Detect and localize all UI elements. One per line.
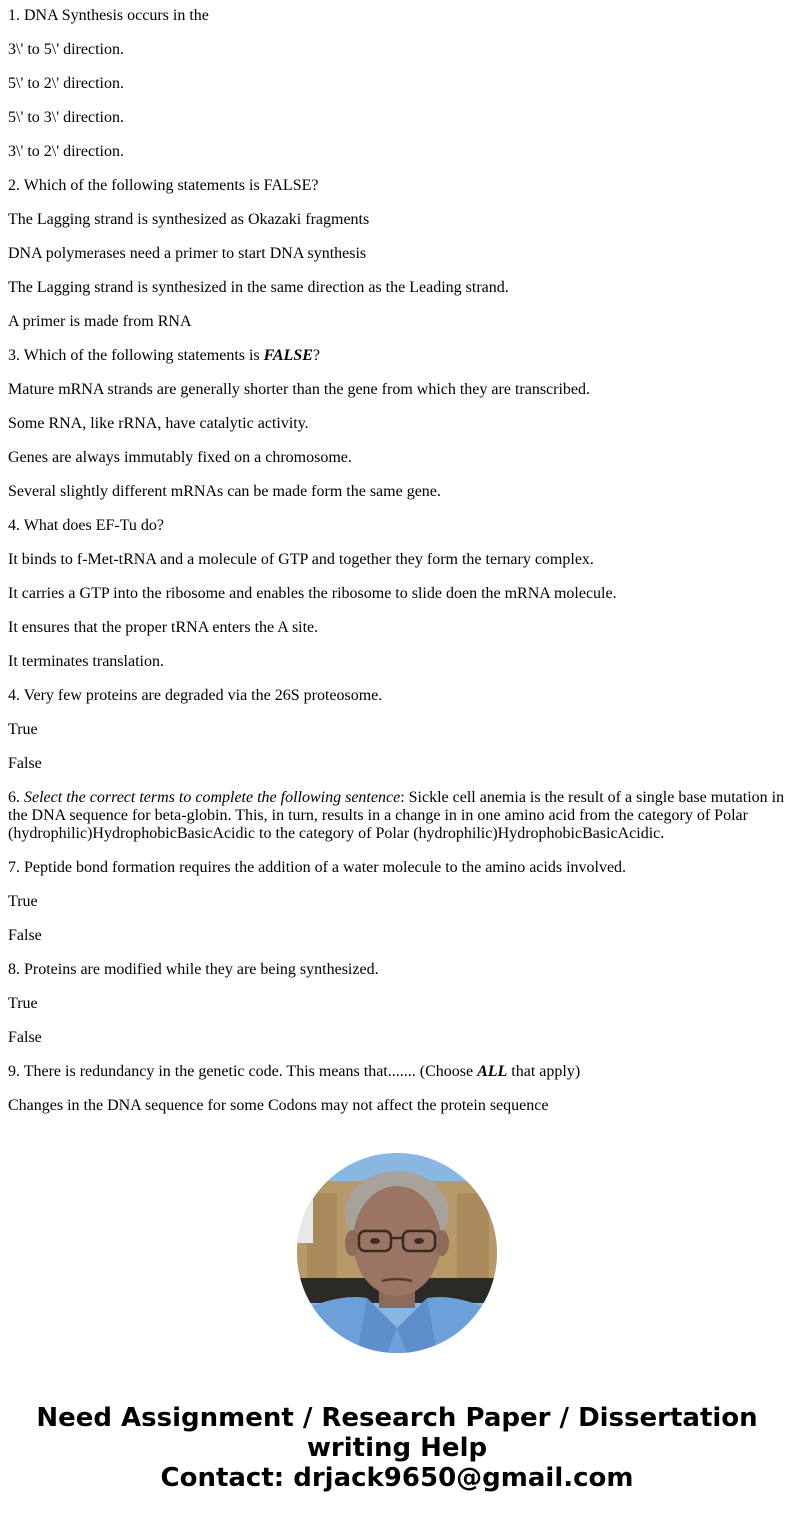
question-6-instruction: Select the correct terms to complete the following sentence: [24, 789, 401, 806]
question-4-option-4: It terminates translation.: [8, 653, 164, 670]
question-8-option-true: True: [8, 995, 38, 1012]
question-4-option-2: It carries a GTP into the ribosome and enables the ribosome to slide doen the mRNA molecule.: [8, 585, 617, 602]
question-2-prompt: 2. Which of the following statements is FALSE?: [8, 177, 319, 194]
question-6-sentence: : Sickle cell anemia is the result of a single base mutation in the DNA sequence for beta-globin. This, in turn, results in a change in in one amino acid from the category of Polar (hydrophilic)HydrophobicBasicAcidic to the category of Polar (hydrophilic)HydrophobicBasicAcidic.: [8, 789, 785, 842]
question-5-prompt: 4. Very few proteins are degraded via the 26S proteosome.: [8, 687, 383, 704]
footer-line-2: writing Help: [306, 1433, 488, 1463]
person-portrait-icon: [297, 1153, 497, 1353]
question-3-prompt-suffix: ?: [312, 347, 320, 364]
question-5-option-false: False: [8, 755, 42, 772]
question-3-option-1: Mature mRNA strands are generally shorter than the gene from which they are transcribed.: [8, 381, 591, 398]
question-3-prompt: [8, 340, 786, 374]
question-9-prompt: [8, 1056, 786, 1090]
contact-footer: [0, 1403, 794, 1493]
question-4-prompt: 4. What does EF-Tu do?: [8, 517, 164, 534]
question-2-option-4: A primer is made from RNA: [8, 313, 192, 330]
question-4-option-1: It binds to f-Met-tRNA and a molecule of GTP and together they form the ternary complex.: [8, 551, 594, 568]
footer-contact-email: Contact: drjack9650@gmail.com: [160, 1463, 634, 1493]
question-8-prompt: 8. Proteins are modified while they are being synthesized.: [8, 961, 379, 978]
question-9-prompt-text: 9. There is redundancy in the genetic code. This means that....... (Choose: [8, 1063, 478, 1080]
question-6-number: 6.: [8, 789, 24, 806]
question-1-option-3: 5\' to 3\' direction.: [8, 109, 124, 126]
question-9-prompt-suffix: that apply): [507, 1063, 581, 1080]
question-3-prompt-text: 3. Which of the following statements is: [8, 347, 264, 364]
question-1-option-1: 3\' to 5\' direction.: [8, 41, 124, 58]
question-5-option-true: True: [8, 721, 38, 738]
question-2-option-2: DNA polymerases need a primer to start DNA synthesis: [8, 245, 367, 262]
question-7-option-false: False: [8, 927, 42, 944]
question-2-option-1: The Lagging strand is synthesized as Okazaki fragments: [8, 211, 370, 228]
question-7-option-true: True: [8, 893, 38, 910]
question-4-option-3: It ensures that the proper tRNA enters the A site.: [8, 619, 319, 636]
question-8-option-false: False: [8, 1029, 42, 1046]
question-2-option-3: The Lagging strand is synthesized in the same direction as the Leading strand.: [8, 279, 509, 296]
question-3-option-4: Several slightly different mRNAs can be made form the same gene.: [8, 483, 441, 500]
author-avatar: [297, 1153, 497, 1353]
question-9-option-1: Changes in the DNA sequence for some Codons may not affect the protein sequence: [8, 1097, 549, 1114]
question-1-option-2: 5\' to 2\' direction.: [8, 75, 124, 92]
question-3-emphasis: FALSE: [263, 347, 313, 364]
question-6-prompt: [8, 782, 786, 852]
question-9-emphasis: ALL: [477, 1063, 508, 1080]
question-3-option-3: Genes are always immutably fixed on a chromosome.: [8, 449, 352, 466]
footer-line-1: Need Assignment / Research Paper / Dissertation: [36, 1403, 758, 1433]
question-3-option-2: Some RNA, like rRNA, have catalytic activity.: [8, 415, 309, 432]
question-1-option-4: 3\' to 2\' direction.: [8, 143, 124, 160]
question-1-prompt: 1. DNA Synthesis occurs in the: [8, 7, 209, 24]
question-7-prompt: 7. Peptide bond formation requires the addition of a water molecule to the amino acids involved.: [8, 859, 627, 876]
